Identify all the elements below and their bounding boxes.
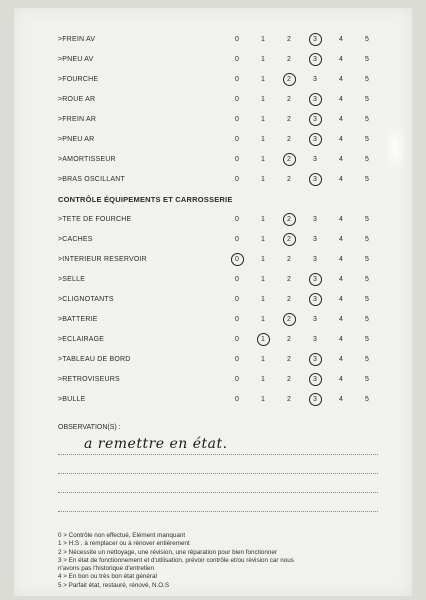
score-value: 3 — [312, 136, 318, 143]
score-option[interactable] — [360, 394, 374, 406]
score-value: 0 — [234, 156, 240, 163]
score-value: 4 — [338, 316, 344, 323]
score-value: 5 — [364, 156, 370, 163]
score-value: 3 — [312, 376, 318, 383]
inspection-sheet — [14, 8, 412, 596]
score-option[interactable] — [360, 134, 374, 146]
score-value: 5 — [364, 376, 370, 383]
hand-drawn-circle — [309, 353, 322, 366]
score-option[interactable] — [308, 254, 322, 266]
score-option[interactable] — [360, 54, 374, 66]
rating-row-label: >FREIN AV — [58, 36, 96, 43]
score-option[interactable] — [360, 374, 374, 386]
selected-score[interactable] — [308, 354, 322, 366]
score-value: 5 — [364, 36, 370, 43]
score-value: 4 — [338, 336, 344, 343]
rating-row — [14, 390, 412, 410]
rating-row-label: >TABLEAU DE BORD — [58, 356, 131, 363]
score-value: 4 — [338, 96, 344, 103]
score-value: 0 — [234, 56, 240, 63]
score-option[interactable] — [230, 394, 244, 406]
score-value: 2 — [286, 176, 292, 183]
score-option[interactable] — [334, 154, 348, 166]
score-option[interactable] — [230, 94, 244, 106]
score-option[interactable] — [308, 214, 322, 226]
score-option[interactable] — [230, 34, 244, 46]
score-value: 4 — [338, 296, 344, 303]
score-value: 2 — [286, 356, 292, 363]
rating-row-label: >RETROVISEURS — [58, 376, 120, 383]
score-value: 3 — [312, 276, 318, 283]
score-option[interactable] — [256, 74, 270, 86]
score-option[interactable] — [256, 174, 270, 186]
rating-row-label: >BATTERIE — [58, 316, 98, 323]
observation-line — [58, 511, 378, 512]
score-value: 5 — [364, 256, 370, 263]
observation-line — [58, 473, 378, 474]
rating-row-label: >TETE DE FOURCHE — [58, 216, 132, 223]
score-value: 0 — [234, 176, 240, 183]
score-value: 0 — [234, 256, 240, 263]
score-option[interactable] — [334, 334, 348, 346]
score-value: 0 — [234, 236, 240, 243]
selected-score[interactable] — [308, 134, 322, 146]
score-value: 0 — [234, 116, 240, 123]
score-value: 3 — [312, 316, 318, 323]
score-value: 5 — [364, 216, 370, 223]
score-value: 2 — [286, 76, 292, 83]
score-value: 3 — [312, 36, 318, 43]
score-value: 1 — [260, 336, 266, 343]
selected-score[interactable] — [308, 174, 322, 186]
hand-drawn-circle — [309, 293, 322, 306]
score-value: 1 — [260, 376, 266, 383]
hand-drawn-circle — [309, 273, 322, 286]
score-option[interactable] — [360, 314, 374, 326]
score-option[interactable] — [230, 74, 244, 86]
hand-drawn-circle — [309, 373, 322, 386]
selected-score[interactable] — [256, 334, 270, 346]
score-option[interactable] — [256, 394, 270, 406]
section-title: CONTRÔLE ÉQUIPEMENTS ET CARROSSERIE — [58, 195, 233, 204]
score-option[interactable] — [334, 374, 348, 386]
rating-row-label: >AMORTISSEUR — [58, 156, 116, 163]
score-value: 0 — [234, 216, 240, 223]
score-value: 3 — [312, 256, 318, 263]
rating-row — [14, 70, 412, 90]
score-option[interactable] — [282, 334, 296, 346]
legend-line: 4 > En bon ou très bon état général — [58, 573, 157, 581]
score-option[interactable] — [256, 374, 270, 386]
legend-line: 0 > Contrôle non effectué, Elément manquant — [58, 532, 186, 539]
score-value: 2 — [286, 316, 292, 323]
score-option[interactable] — [282, 374, 296, 386]
hand-drawn-circle — [283, 153, 296, 166]
score-option[interactable] — [334, 174, 348, 186]
score-value: 2 — [286, 336, 292, 343]
selected-score[interactable] — [282, 74, 296, 86]
observation-line — [58, 492, 378, 493]
hand-drawn-circle — [309, 93, 322, 106]
score-value: 4 — [338, 376, 344, 383]
hand-drawn-circle — [309, 133, 322, 146]
score-option[interactable] — [230, 114, 244, 126]
selected-score[interactable] — [282, 154, 296, 166]
score-value: 2 — [286, 236, 292, 243]
rating-row — [14, 170, 412, 190]
selected-score[interactable] — [308, 54, 322, 66]
selected-score[interactable] — [308, 34, 322, 46]
score-option[interactable] — [360, 94, 374, 106]
score-option[interactable] — [282, 354, 296, 366]
score-value: 0 — [234, 316, 240, 323]
score-value: 5 — [364, 96, 370, 103]
score-option[interactable] — [256, 94, 270, 106]
rating-row — [14, 350, 412, 370]
score-option[interactable] — [282, 114, 296, 126]
score-value: 1 — [260, 56, 266, 63]
score-value: 1 — [260, 296, 266, 303]
score-value: 2 — [286, 376, 292, 383]
rating-row — [14, 370, 412, 390]
score-value: 2 — [286, 296, 292, 303]
score-value: 3 — [312, 76, 318, 83]
rating-row-label: >ECLAIRAGE — [58, 336, 105, 343]
score-value: 4 — [338, 116, 344, 123]
score-value: 4 — [338, 156, 344, 163]
score-option[interactable] — [334, 54, 348, 66]
score-option[interactable] — [282, 34, 296, 46]
hand-drawn-circle — [283, 313, 296, 326]
observations-label: OBSERVATION(S) : — [58, 424, 121, 431]
score-value: 2 — [286, 96, 292, 103]
score-value: 3 — [312, 96, 318, 103]
score-option[interactable] — [282, 174, 296, 186]
score-option[interactable] — [360, 74, 374, 86]
legend-line: n'avons pas l'historique d'entretien — [58, 565, 155, 573]
score-option[interactable] — [230, 274, 244, 286]
hand-drawn-circle — [257, 333, 270, 346]
score-option[interactable] — [308, 74, 322, 86]
rating-row — [14, 250, 412, 270]
score-option[interactable] — [230, 174, 244, 186]
score-value: 1 — [260, 156, 266, 163]
score-value: 1 — [260, 116, 266, 123]
rating-row-label: >INTERIEUR RESERVOIR — [58, 256, 147, 263]
score-value: 1 — [260, 216, 266, 223]
score-option[interactable] — [256, 34, 270, 46]
rating-row — [14, 310, 412, 330]
selected-score[interactable] — [308, 114, 322, 126]
score-option[interactable] — [256, 294, 270, 306]
score-value: 3 — [312, 236, 318, 243]
score-option[interactable] — [256, 214, 270, 226]
selected-score[interactable] — [282, 214, 296, 226]
score-option[interactable] — [334, 314, 348, 326]
score-value: 5 — [364, 236, 370, 243]
score-option[interactable] — [256, 274, 270, 286]
rating-row — [14, 230, 412, 250]
legend-line: 2 > Nécessite un nettoyage, une révision, une réparation pour bien fonctionner — [58, 548, 277, 556]
score-value: 0 — [234, 396, 240, 403]
score-value: 4 — [338, 36, 344, 43]
score-value: 4 — [338, 76, 344, 83]
score-option[interactable] — [282, 394, 296, 406]
score-option[interactable] — [282, 94, 296, 106]
score-value: 1 — [260, 96, 266, 103]
score-value: 4 — [338, 396, 344, 403]
score-option[interactable] — [230, 154, 244, 166]
rating-row — [14, 130, 412, 150]
rating-row-label: >BULLE — [58, 396, 86, 403]
score-option[interactable] — [334, 114, 348, 126]
score-value: 1 — [260, 36, 266, 43]
score-option[interactable] — [230, 214, 244, 226]
score-value: 2 — [286, 276, 292, 283]
hand-drawn-circle — [283, 233, 296, 246]
score-option[interactable] — [230, 294, 244, 306]
score-value: 3 — [312, 296, 318, 303]
rating-row-label: >PNEU AV — [58, 56, 94, 63]
legend-line: 1 > H.S , à remplacer ou à rénover entièrement — [58, 540, 190, 548]
score-option[interactable] — [230, 354, 244, 366]
rating-row — [14, 330, 412, 350]
score-value: 3 — [312, 176, 318, 183]
score-value: 3 — [312, 56, 318, 63]
score-value: 1 — [260, 316, 266, 323]
score-value: 4 — [338, 216, 344, 223]
score-value: 4 — [338, 356, 344, 363]
rating-row-label: >BRAS OSCILLANT — [58, 176, 125, 183]
score-option[interactable] — [256, 234, 270, 246]
score-option[interactable] — [360, 294, 374, 306]
score-value: 2 — [286, 256, 292, 263]
score-option[interactable] — [282, 294, 296, 306]
selected-score[interactable] — [282, 234, 296, 246]
score-option[interactable] — [334, 294, 348, 306]
score-value: 1 — [260, 236, 266, 243]
score-option[interactable] — [360, 114, 374, 126]
score-value: 0 — [234, 276, 240, 283]
rating-row — [14, 290, 412, 310]
score-value: 5 — [364, 116, 370, 123]
score-option[interactable] — [282, 254, 296, 266]
score-option[interactable] — [334, 354, 348, 366]
score-value: 2 — [286, 216, 292, 223]
score-value: 2 — [286, 136, 292, 143]
hand-drawn-circle — [231, 253, 244, 266]
score-option[interactable] — [334, 34, 348, 46]
score-option[interactable] — [334, 214, 348, 226]
score-option[interactable] — [360, 354, 374, 366]
score-option[interactable] — [308, 334, 322, 346]
score-option[interactable] — [230, 374, 244, 386]
selected-score[interactable] — [308, 394, 322, 406]
score-value: 5 — [364, 56, 370, 63]
score-option[interactable] — [360, 334, 374, 346]
score-value: 4 — [338, 136, 344, 143]
score-option[interactable] — [334, 94, 348, 106]
score-value: 4 — [338, 176, 344, 183]
score-value: 0 — [234, 76, 240, 83]
score-value: 2 — [286, 56, 292, 63]
score-option[interactable] — [334, 234, 348, 246]
score-value: 3 — [312, 336, 318, 343]
score-value: 4 — [338, 276, 344, 283]
score-value: 1 — [260, 176, 266, 183]
score-value: 1 — [260, 136, 266, 143]
score-option[interactable] — [256, 154, 270, 166]
score-value: 1 — [260, 396, 266, 403]
score-value: 0 — [234, 36, 240, 43]
score-option[interactable] — [230, 54, 244, 66]
rating-row-label: >FREIN AR — [58, 116, 97, 123]
hand-drawn-circle — [309, 33, 322, 46]
score-option[interactable] — [334, 134, 348, 146]
score-option[interactable] — [308, 234, 322, 246]
score-value: 3 — [312, 156, 318, 163]
score-option[interactable] — [308, 314, 322, 326]
score-value: 4 — [338, 256, 344, 263]
score-value: 5 — [364, 356, 370, 363]
score-value: 1 — [260, 356, 266, 363]
score-value: 0 — [234, 96, 240, 103]
rating-row — [14, 150, 412, 170]
hand-drawn-circle — [309, 173, 322, 186]
score-value: 5 — [364, 336, 370, 343]
score-value: 1 — [260, 276, 266, 283]
hand-drawn-circle — [283, 213, 296, 226]
selected-score[interactable] — [282, 314, 296, 326]
rating-row-label: >ROUE AR — [58, 96, 96, 103]
score-value: 2 — [286, 156, 292, 163]
rating-row — [14, 110, 412, 130]
score-option[interactable] — [256, 134, 270, 146]
score-value: 5 — [364, 136, 370, 143]
selected-score[interactable] — [308, 374, 322, 386]
score-value: 3 — [312, 116, 318, 123]
score-option[interactable] — [334, 254, 348, 266]
score-option[interactable] — [256, 114, 270, 126]
rating-row — [14, 50, 412, 70]
score-option[interactable] — [230, 234, 244, 246]
score-option[interactable] — [360, 274, 374, 286]
score-value: 5 — [364, 176, 370, 183]
score-option[interactable] — [282, 134, 296, 146]
score-value: 4 — [338, 236, 344, 243]
score-option[interactable] — [256, 54, 270, 66]
legend-line: 5 > Parfait état, restauré, rénové, N.O.S — [58, 581, 170, 589]
score-value: 2 — [286, 396, 292, 403]
hand-drawn-circle — [309, 393, 322, 406]
rating-row-label: >CACHES — [58, 236, 93, 243]
selected-score[interactable] — [308, 94, 322, 106]
hand-drawn-circle — [283, 73, 296, 86]
score-option[interactable] — [334, 274, 348, 286]
selected-score[interactable] — [308, 274, 322, 286]
observation-line — [58, 454, 378, 455]
rating-row-label: >SELLE — [58, 276, 86, 283]
score-option[interactable] — [360, 154, 374, 166]
selected-score[interactable] — [308, 294, 322, 306]
score-option[interactable] — [256, 354, 270, 366]
rating-legend — [58, 532, 388, 590]
score-option[interactable] — [282, 274, 296, 286]
score-value: 0 — [234, 356, 240, 363]
score-option[interactable] — [360, 174, 374, 186]
score-option[interactable] — [360, 34, 374, 46]
score-option[interactable] — [360, 254, 374, 266]
score-option[interactable] — [360, 234, 374, 246]
legend-line: 3 > En état de fonctionnement et d'utilisation, prévoir contrôle et/ou révision car nous — [58, 556, 294, 564]
score-option[interactable] — [334, 74, 348, 86]
observation-handwriting: a remettre en état. — [84, 436, 228, 452]
rating-row-label: >FOURCHE — [58, 76, 99, 83]
score-value: 5 — [364, 276, 370, 283]
score-option[interactable] — [308, 154, 322, 166]
hand-drawn-circle — [309, 113, 322, 126]
score-value: 5 — [364, 296, 370, 303]
rating-row-label: >PNEU AR — [58, 136, 95, 143]
score-value: 0 — [234, 136, 240, 143]
score-value: 0 — [234, 376, 240, 383]
score-option[interactable] — [256, 314, 270, 326]
score-value: 5 — [364, 76, 370, 83]
rating-row — [14, 30, 412, 50]
score-value: 3 — [312, 216, 318, 223]
score-value: 5 — [364, 316, 370, 323]
score-value: 1 — [260, 256, 266, 263]
score-option[interactable] — [230, 134, 244, 146]
rating-row-label: >CLIGNOTANTS — [58, 296, 114, 303]
selected-score[interactable] — [230, 254, 244, 266]
score-value: 0 — [234, 336, 240, 343]
score-value: 0 — [234, 296, 240, 303]
score-option[interactable] — [282, 54, 296, 66]
score-option[interactable] — [230, 314, 244, 326]
score-value: 2 — [286, 116, 292, 123]
score-value: 3 — [312, 356, 318, 363]
rating-row — [14, 90, 412, 110]
rating-row — [14, 270, 412, 290]
score-value: 4 — [338, 56, 344, 63]
rating-row — [14, 210, 412, 230]
score-value: 3 — [312, 396, 318, 403]
score-option[interactable] — [334, 394, 348, 406]
score-option[interactable] — [256, 254, 270, 266]
score-value: 5 — [364, 396, 370, 403]
score-option[interactable] — [230, 334, 244, 346]
score-value: 1 — [260, 76, 266, 83]
score-value: 2 — [286, 36, 292, 43]
hand-drawn-circle — [309, 53, 322, 66]
score-option[interactable] — [360, 214, 374, 226]
